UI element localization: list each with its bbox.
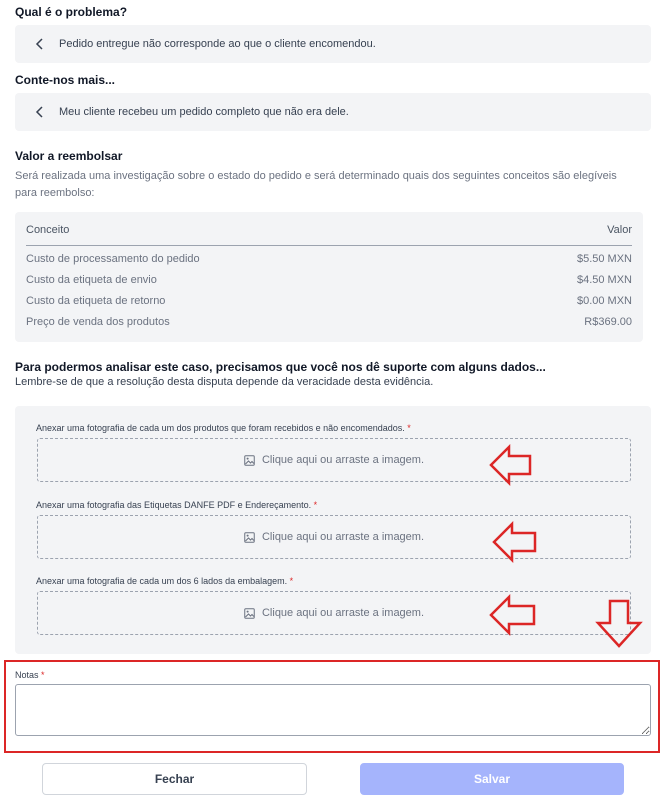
arrow-down-annotation-icon xyxy=(594,599,644,649)
upload-label: Anexar uma fotografia das Etiquetas DANFE PDF e Endereçamento. * xyxy=(36,500,318,510)
table-header xyxy=(26,224,632,246)
row-value: $5.50 MXN xyxy=(576,253,632,265)
image-dropzone-products[interactable] xyxy=(37,438,631,482)
evidence-title: Para podermos analisar este caso, precisamos que você nos dê suporte com alguns dados... xyxy=(15,360,546,374)
column-header-concept: Conceito xyxy=(26,224,70,236)
table-row xyxy=(26,316,632,332)
arrow-left-annotation-icon xyxy=(489,594,537,636)
chevron-left-icon xyxy=(31,35,49,53)
refund-description: Será realizada uma investigação sobre o estado do pedido e será determinado quais dos seguintes conceitos são elegíveis para reembolso: xyxy=(15,170,617,199)
row-concept: Custo da etiqueta de envio xyxy=(26,274,157,286)
upload-label: Anexar uma fotografia de cada um dos 6 lados da embalagem. * xyxy=(36,576,294,586)
problem-title: Qual é o problema? xyxy=(15,5,128,19)
notes-label: Notas * xyxy=(15,670,45,680)
evidence-subtitle: Lembre-se de que a resolução desta disputa depende da veracidade desta evidência. xyxy=(15,376,434,388)
image-icon xyxy=(244,608,255,619)
dropzone-text: Clique aqui ou arraste a imagem. xyxy=(261,531,425,543)
image-dropzone-package[interactable] xyxy=(37,591,631,635)
row-value: $0.00 MXN xyxy=(576,295,632,307)
image-dropzone-labels[interactable] xyxy=(37,515,631,559)
dropzone-text: Clique aqui ou arraste a imagem. xyxy=(261,454,425,466)
problem-select[interactable] xyxy=(15,25,651,63)
problem-select-value: Pedido entregue não corresponde ao que o cliente encomendou. xyxy=(59,38,376,50)
row-concept: Preço de venda dos produtos xyxy=(26,316,170,328)
row-value: R$369.00 xyxy=(584,316,632,328)
row-value: $4.50 MXN xyxy=(576,274,632,286)
image-icon xyxy=(244,532,255,543)
details-title: Conte-nos mais... xyxy=(15,73,116,87)
save-button[interactable]: Salvar xyxy=(360,763,624,795)
refund-table xyxy=(15,212,643,342)
arrow-left-annotation-icon xyxy=(489,444,533,486)
table-row xyxy=(26,253,632,269)
table-row xyxy=(26,295,632,311)
column-header-value: Valor xyxy=(607,224,632,236)
close-button[interactable]: Fechar xyxy=(42,763,307,795)
evidence-card xyxy=(15,406,651,654)
dropzone-text: Clique aqui ou arraste a imagem. xyxy=(261,607,425,619)
row-concept: Custo de processamento do pedido xyxy=(26,253,200,265)
row-concept: Custo da etiqueta de retorno xyxy=(26,295,166,307)
chevron-left-icon xyxy=(31,103,49,121)
image-icon xyxy=(244,455,255,466)
details-select[interactable] xyxy=(15,93,651,131)
refund-title: Valor a reembolsar xyxy=(15,149,123,163)
arrow-left-annotation-icon xyxy=(492,521,538,563)
upload-label: Anexar uma fotografia de cada um dos produtos que foram recebidos e não encomendados. * xyxy=(36,423,411,433)
details-select-value: Meu cliente recebeu um pedido completo que não era dele. xyxy=(59,106,349,118)
table-row xyxy=(26,274,632,290)
notes-textarea[interactable] xyxy=(15,684,651,736)
